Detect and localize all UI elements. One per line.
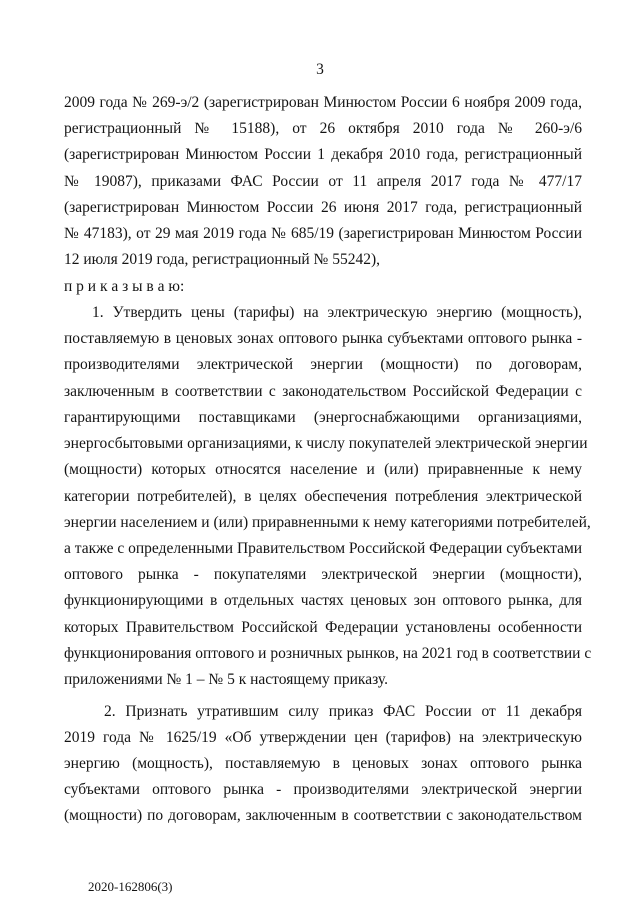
item-1-line: (мощности) которых относятся население и (или) приравненные к нему: [64, 461, 582, 479]
preamble-line: (зарегистрирован Минюстом России 26 июня 2017 года, регистрационный: [64, 198, 582, 216]
preamble-line: 12 июля 2019 года, регистрационный № 55242),: [64, 251, 380, 269]
item-2-line: (мощности) по договорам, заключенным в соответствии с законодательством: [64, 807, 582, 824]
footer-document-code: 2020-162806(3): [88, 879, 173, 894]
item-1-line: функционирования оптового и розничных рынков, на 2021 год в соответствии с: [64, 644, 592, 662]
preamble-line: регистрационный № 15188), от 26 октября 2010 года № 260-э/6: [64, 120, 582, 138]
order-word: п р и к а з ы в а ю:: [64, 277, 185, 295]
item-2-line: субъектами оптового рынка - производителями электрической энергии: [64, 781, 582, 798]
item-1-line: приложениями № 1 – № 5 к настоящему приказу.: [64, 671, 388, 689]
preamble-line: (зарегистрирован Минюстом России 1 декабря 2010 года, регистрационный: [64, 146, 582, 164]
item-2-line: 2019 года № 1625/19 «Об утверждении цен (тарифов) на электрическую: [64, 729, 582, 746]
item-1-line: энергосбытовыми организациями, к числу покупателей электрической энергии: [64, 435, 588, 453]
document-body-item-2: [64, 699, 582, 829]
item-1-line: энергии населением и (или) приравненными к нему категориями потребителей,: [64, 513, 591, 531]
page-number: 3: [316, 61, 324, 78]
item-1-line: функционирующими в отдельных частях ценовых зон оптового рынка, для: [64, 592, 582, 610]
item-1-line: которых Правительством Российской Федерации установлены особенности: [64, 618, 582, 636]
item-1-line: а также с определенными Правительством Российской Федерации субъектами: [64, 539, 583, 557]
item-1-line: заключенным в соответствии с законодательством Российской Федерации с: [64, 382, 582, 400]
item-1-line: производителями электрической энергии (мощности) по договорам,: [64, 356, 582, 374]
item-1-line: категории потребителей), в целях обеспечения потребления электрической: [64, 487, 582, 505]
item-1-line: поставляемую в ценовых зонах оптового рынка субъектами оптового рынка -: [64, 330, 582, 348]
preamble-line: № 19087), приказами ФАС России от 11 апреля 2017 года № 477/17: [64, 172, 582, 190]
document-body-main: [64, 90, 592, 693]
item-1-line: оптового рынка - покупателями электрической энергии (мощности),: [64, 566, 582, 584]
item-2-line: энергию (мощность), поставляемую в ценовых зонах оптового рынка: [64, 755, 582, 772]
item-2-line: 2. Признать утратившим силу приказ ФАС России от 11 декабря: [104, 703, 582, 720]
preamble-line: 2009 года № 269-э/2 (зарегистрирован Минюстом России 6 ноября 2009 года,: [64, 94, 582, 111]
preamble-line: № 47183), от 29 мая 2019 года № 685/19 (зарегистрирован Минюстом России: [64, 225, 582, 243]
item-1-line: гарантирующими поставщиками (энергоснабжающими организациями,: [64, 408, 582, 426]
item-1-line: 1. Утвердить цены (тарифы) на электрическую энергию (мощность),: [92, 303, 582, 321]
